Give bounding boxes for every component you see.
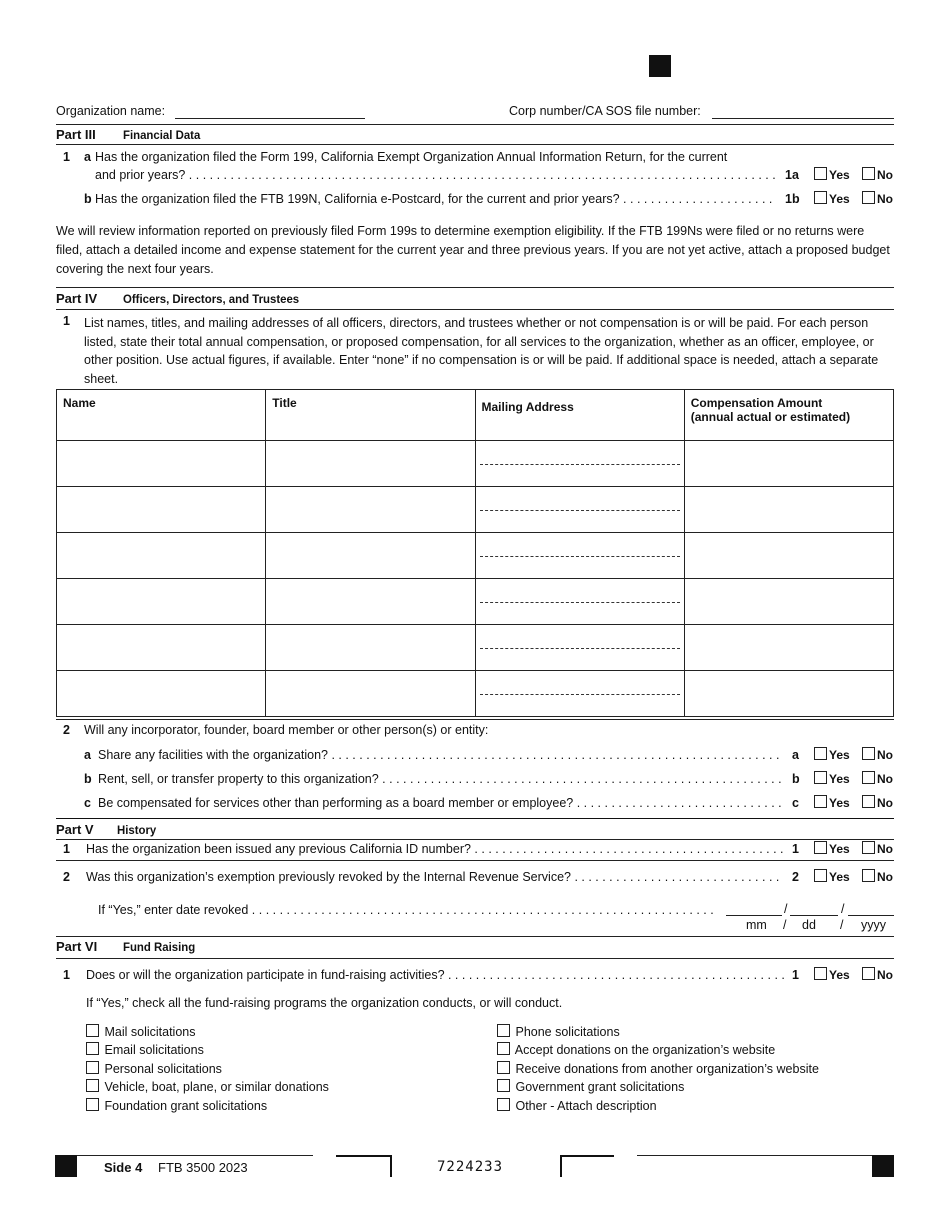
divider — [56, 860, 894, 861]
date-yyyy-label: yyyy — [861, 918, 886, 932]
footer-rule-right — [637, 1155, 873, 1156]
checkbox[interactable] — [86, 1042, 99, 1055]
part3-line1-num: 1 — [63, 150, 70, 164]
part6-q1-no[interactable]: No — [862, 967, 893, 982]
divider — [56, 124, 894, 125]
part3-q1a-yes[interactable]: Yes — [814, 167, 850, 182]
date-slash: / — [840, 918, 844, 932]
table-row — [57, 441, 894, 487]
checkbox[interactable] — [814, 771, 827, 784]
checkbox[interactable] — [862, 167, 875, 180]
divider — [56, 144, 894, 145]
divider — [56, 936, 894, 937]
table-row — [57, 579, 894, 625]
part4-q2b-ref: b — [792, 772, 800, 786]
title-cell[interactable] — [266, 441, 475, 487]
title-cell[interactable] — [266, 579, 475, 625]
fundraising-option[interactable]: Personal solicitations — [86, 1061, 222, 1076]
part6-label: Part VI — [56, 939, 98, 954]
part3-q1b-ref: 1b — [785, 192, 800, 206]
org-name-field[interactable] — [175, 118, 365, 119]
date-slash: / — [784, 902, 788, 916]
part4-label: Part IV — [56, 291, 98, 306]
part3-paragraph: We will review information reported on previously filed Form 199s to determine exemption eligibility. If the FTB 199Ns were filed or no returns were filed, attach a detailed income and expense statement for the current year and three previous years. If you are not yet active, attach a proposed budget covering the next four years. — [56, 224, 890, 276]
part5-date-text: If “Yes,” enter date revoked . . . — [98, 903, 718, 917]
part4-q2a-text: Share any facilities with the organization? . . . — [98, 748, 784, 762]
part3-q1a-no[interactable]: No — [862, 167, 893, 182]
date-slash: / — [841, 902, 845, 916]
part4-line2-num: 2 — [63, 723, 70, 737]
title-cell[interactable] — [266, 533, 475, 579]
date-slash: / — [783, 918, 787, 932]
col-header-address: Mailing Address — [475, 390, 684, 441]
part4-q2a-yes[interactable]: Yes — [814, 747, 850, 762]
part5-q2-ref: 2 — [792, 870, 799, 884]
checkbox[interactable] — [814, 167, 827, 180]
registration-mark-bottom-right — [872, 1155, 894, 1177]
table-header-row — [57, 390, 894, 441]
compensation-cell[interactable] — [684, 671, 893, 717]
part4-q2b-letter: b — [84, 772, 92, 786]
name-cell[interactable] — [57, 625, 266, 671]
divider — [56, 287, 894, 288]
footer-bracket-left — [336, 1155, 392, 1177]
part5-q2-num: 2 — [63, 870, 70, 884]
compensation-cell[interactable] — [684, 625, 893, 671]
footer-form: FTB 3500 2023 — [158, 1160, 248, 1175]
part4-q2b-text: Rent, sell, or transfer property to this organization? . . . — [98, 772, 784, 786]
part6-instructions: If “Yes,” check all the fund-raising programs the organization conducts, or will conduct. — [86, 996, 563, 1010]
checkbox[interactable] — [497, 1042, 510, 1055]
part4-q2c-no[interactable]: No — [862, 795, 893, 810]
part3-q1b-no[interactable]: No — [862, 191, 893, 206]
address-cell[interactable] — [475, 671, 684, 717]
divider — [56, 958, 894, 959]
address-cell[interactable] — [475, 533, 684, 579]
part4-line2-text: Will any incorporator, founder, board member or other person(s) or entity: — [84, 723, 489, 737]
footer-code: 7224233 — [437, 1159, 504, 1175]
part3-q1a-text1: Has the organization filed the Form 199, California Exempt Organization Annual Information Return, for the current — [95, 150, 728, 164]
registration-mark-top — [649, 55, 671, 77]
divider — [56, 818, 894, 819]
part4-q2c-yes[interactable]: Yes — [814, 795, 850, 810]
checkbox[interactable] — [862, 841, 875, 854]
name-cell[interactable] — [57, 579, 266, 625]
checkbox[interactable] — [814, 191, 827, 204]
fundraising-option[interactable]: Foundation grant solicitations — [86, 1098, 267, 1113]
part5-q2-yes[interactable]: Yes — [814, 869, 850, 884]
part5-title: History — [117, 823, 157, 837]
part4-q2b-no[interactable]: No — [862, 771, 893, 786]
part4-q2a-ref: a — [792, 748, 799, 762]
address-cell[interactable] — [475, 625, 684, 671]
name-cell[interactable] — [57, 671, 266, 717]
table-row — [57, 625, 894, 671]
checkbox[interactable] — [497, 1061, 510, 1074]
title-cell[interactable] — [266, 671, 475, 717]
fundraising-option[interactable]: Vehicle, boat, plane, or similar donations — [86, 1079, 329, 1094]
checkbox[interactable] — [862, 869, 875, 882]
part5-q1-no[interactable]: No — [862, 841, 893, 856]
col-header-name: Name — [57, 390, 266, 441]
part6-q1-ref: 1 — [792, 968, 799, 982]
part4-title: Officers, Directors, and Trustees — [123, 292, 300, 306]
officers-table — [56, 389, 894, 717]
part3-q1a-ref: 1a — [785, 168, 799, 182]
compensation-cell[interactable] — [684, 487, 893, 533]
part4-line1-text: List names, titles, and mailing addresses of all officers, directors, and trustees whether or not compensation is or will be paid. For each person listed, state their total annual compensation, or proposed compensation, for all services to the organization, whether as an officer, employee, or other position. Use actual figures, if available. Enter “none” if no compensation is or will be paid. If additional space is needed, attach a separate sheet. — [84, 316, 879, 386]
checkbox[interactable] — [814, 795, 827, 808]
part4-q2a-letter: a — [84, 748, 91, 762]
date-year-field[interactable] — [848, 915, 894, 916]
corp-number-label: Corp number/CA SOS file number: — [509, 104, 701, 118]
checkbox[interactable] — [497, 1024, 510, 1037]
fundraising-option[interactable]: Receive donations from another organization’s website — [497, 1061, 819, 1076]
table-row — [57, 671, 894, 717]
part4-q2a-no[interactable]: No — [862, 747, 893, 762]
checkbox[interactable] — [86, 1024, 99, 1037]
checkbox[interactable] — [862, 771, 875, 784]
fundraising-option[interactable]: Other - Attach description — [497, 1098, 657, 1113]
compensation-cell[interactable] — [684, 441, 893, 487]
checkbox[interactable] — [862, 747, 875, 760]
part5-q1-text: Has the organization been issued any previous California ID number? . . . — [86, 842, 784, 856]
name-cell[interactable] — [57, 533, 266, 579]
address-cell[interactable] — [475, 441, 684, 487]
date-day-field[interactable] — [790, 915, 838, 916]
fundraising-option[interactable]: Email solicitations — [86, 1042, 204, 1057]
org-name-label: Organization name: — [56, 104, 166, 118]
checkbox[interactable] — [814, 841, 827, 854]
footer-rule-left — [77, 1155, 313, 1156]
part3-label: Part III — [56, 127, 96, 142]
date-month-field[interactable] — [726, 915, 782, 916]
part4-q2c-letter: c — [84, 796, 91, 810]
checkbox[interactable] — [86, 1098, 99, 1111]
part6-q1-text: Does or will the organization participate in fund-raising activities? . . . — [86, 968, 784, 982]
part5-q1-yes[interactable]: Yes — [814, 841, 850, 856]
part3-q1b-text: Has the organization filed the FTB 199N, California e-Postcard, for the current and prior years? . . . — [95, 192, 775, 206]
compensation-cell[interactable] — [684, 579, 893, 625]
title-cell[interactable] — [266, 625, 475, 671]
registration-mark-bottom-left — [55, 1155, 77, 1177]
part3-title: Financial Data — [123, 128, 201, 142]
part3-q1a-text2: and prior years? . . . — [95, 168, 775, 182]
footer-side: Side 4 — [104, 1160, 143, 1175]
part5-q2-text: Was this organization’s exemption previously revoked by the Internal Revenue Service? . . . — [86, 870, 784, 884]
checkbox[interactable] — [814, 869, 827, 882]
checkbox[interactable] — [86, 1061, 99, 1074]
address-cell[interactable] — [475, 487, 684, 533]
part5-q1-num: 1 — [63, 842, 70, 856]
checkbox[interactable] — [862, 967, 875, 980]
part3-q1b-letter: b — [84, 192, 92, 206]
part3-q1b-yes[interactable]: Yes — [814, 191, 850, 206]
table-row — [57, 487, 894, 533]
table-row — [57, 533, 894, 579]
name-cell[interactable] — [57, 441, 266, 487]
footer-bracket-right — [560, 1155, 614, 1177]
part5-q2-no[interactable]: No — [862, 869, 893, 884]
date-dd-label: dd — [802, 918, 816, 932]
checkbox[interactable] — [497, 1098, 510, 1111]
col-header-compensation: Compensation Amount (annual actual or estimated) — [684, 390, 893, 441]
corp-number-field[interactable] — [712, 118, 894, 119]
part6-q1-num: 1 — [63, 968, 70, 982]
name-cell[interactable] — [57, 487, 266, 533]
divider — [56, 309, 894, 310]
fundraising-option[interactable]: Mail solicitations — [86, 1024, 196, 1039]
fundraising-option[interactable]: Government grant solicitations — [497, 1079, 684, 1094]
part4-line1-num: 1 — [63, 314, 70, 328]
address-cell[interactable] — [475, 579, 684, 625]
part5-label: Part V — [56, 822, 94, 837]
part4-q2b-yes[interactable]: Yes — [814, 771, 850, 786]
divider — [56, 839, 894, 840]
fundraising-option[interactable]: Accept donations on the organization’s website — [497, 1042, 775, 1057]
date-mm-label: mm — [746, 918, 767, 932]
compensation-cell[interactable] — [684, 533, 893, 579]
checkbox[interactable] — [814, 967, 827, 980]
part4-q2c-text: Be compensated for services other than performing as a board member or employee? . . . — [98, 796, 784, 810]
part3-q1a-letter: a — [84, 150, 91, 164]
checkbox[interactable] — [86, 1079, 99, 1092]
part4-q2c-ref: c — [792, 796, 799, 810]
title-cell[interactable] — [266, 487, 475, 533]
part6-title: Fund Raising — [123, 940, 196, 954]
checkbox[interactable] — [862, 191, 875, 204]
fundraising-option[interactable]: Phone solicitations — [497, 1024, 620, 1039]
checkbox[interactable] — [497, 1079, 510, 1092]
col-header-title: Title — [266, 390, 475, 441]
divider — [56, 719, 894, 720]
part5-q1-ref: 1 — [792, 842, 799, 856]
part6-q1-yes[interactable]: Yes — [814, 967, 850, 982]
checkbox[interactable] — [862, 795, 875, 808]
checkbox[interactable] — [814, 747, 827, 760]
